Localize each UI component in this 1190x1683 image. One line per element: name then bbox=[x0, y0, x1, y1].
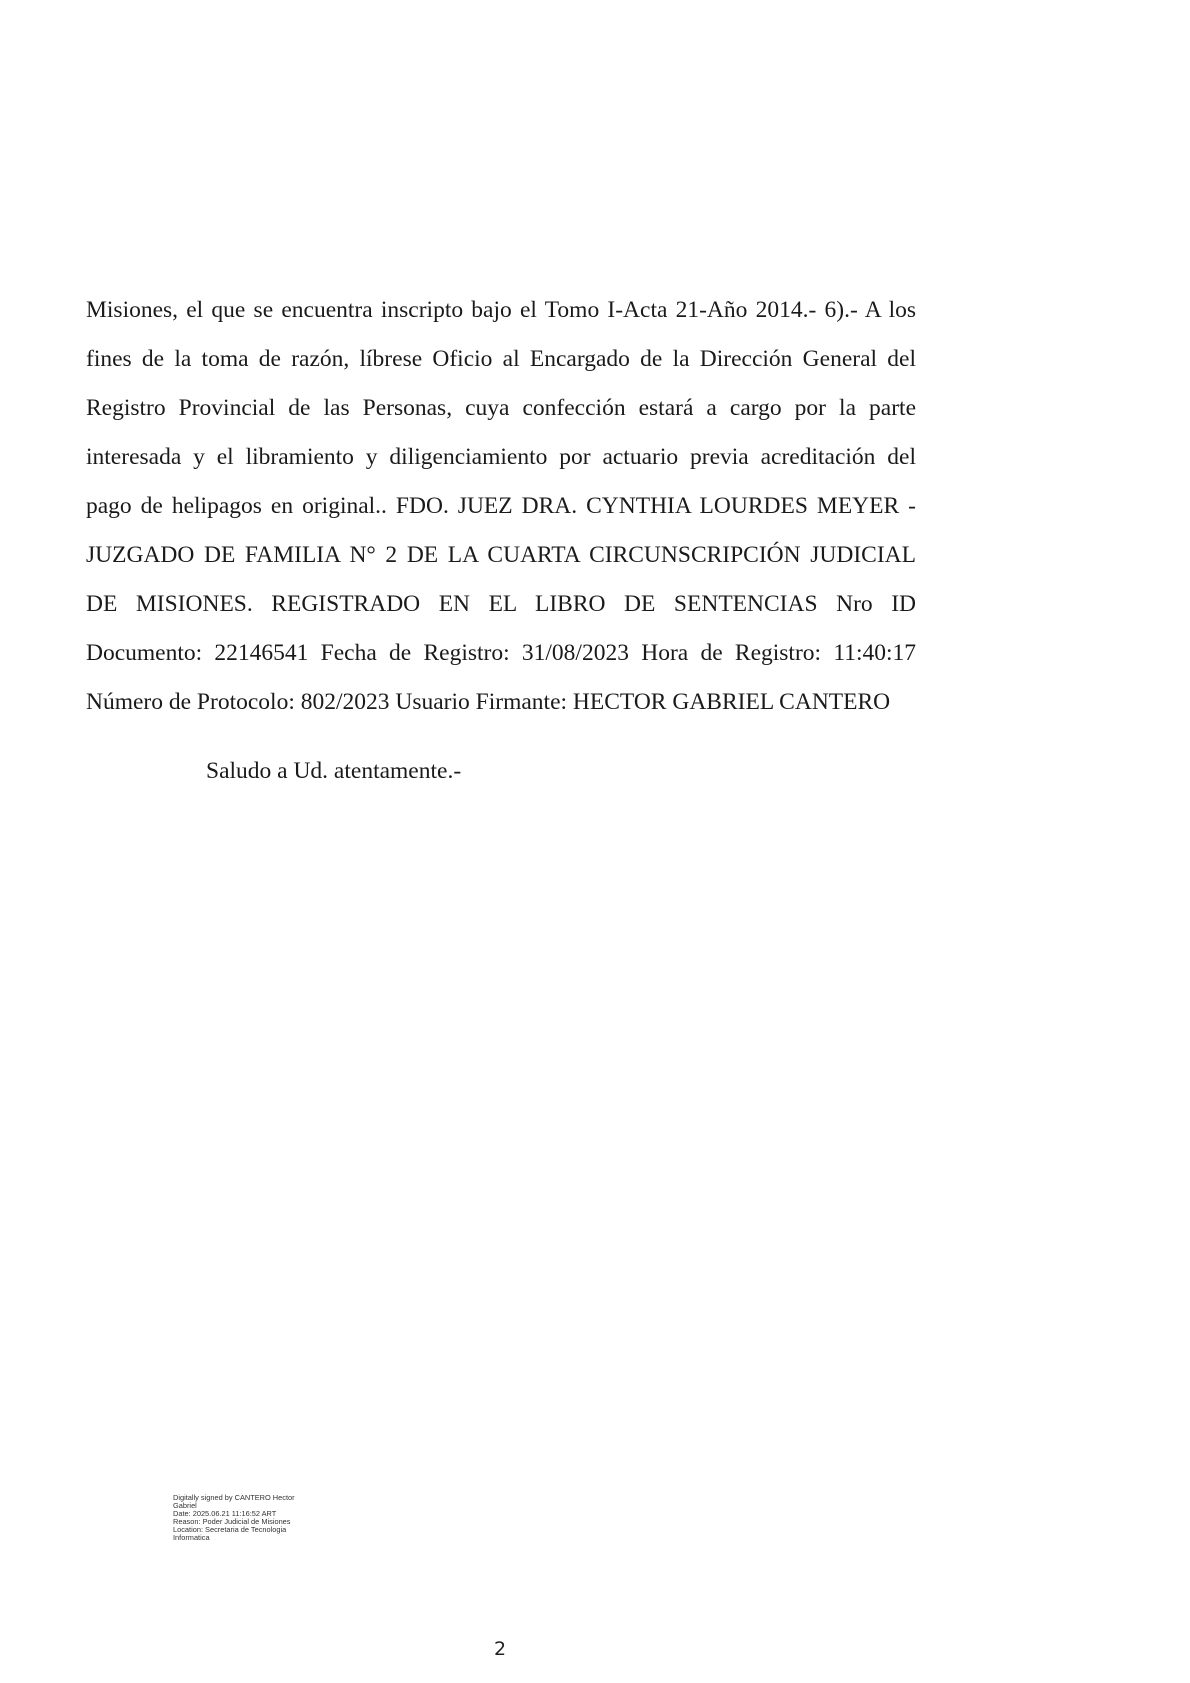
signature-line: Gabriel bbox=[173, 1501, 197, 1510]
page-number: 2 bbox=[493, 1638, 507, 1660]
body-line: Documento: 22146541 Fecha de Registro: 31/08/2023 Hora de Registro: 11:40:17 bbox=[86, 640, 916, 666]
body-line: Registro Provincial de las Personas, cuya confección estará a cargo por la parte bbox=[86, 395, 916, 421]
signature-line: Location: Secretaria de Tecnologia bbox=[173, 1525, 287, 1534]
body-line: Número de Protocolo: 802/2023 Usuario Firmante: HECTOR GABRIEL CANTERO bbox=[86, 689, 891, 715]
signature-line: Reason: Poder Judicial de Misiones bbox=[173, 1517, 291, 1526]
body-line: pago de helipagos en original.. FDO. JUEZ DRA. CYNTHIA LOURDES MEYER - bbox=[86, 493, 916, 519]
body-line: Misiones, el que se encuentra inscripto bajo el Tomo I-Acta 21-Año 2014.- 6).- A los bbox=[86, 297, 916, 323]
body-line: JUZGADO DE FAMILIA N° 2 DE LA CUARTA CIRCUNSCRIPCIÓN JUDICIAL bbox=[86, 542, 916, 568]
body-line: DE MISIONES. REGISTRADO EN EL LIBRO DE SENTENCIAS Nro ID bbox=[86, 591, 916, 617]
signature-line: Date: 2025.06.21 11:16:52 ART bbox=[173, 1509, 277, 1518]
body-line: fines de la toma de razón, líbrese Oficio al Encargado de la Dirección General del bbox=[86, 346, 916, 372]
signature-line: Informatica bbox=[173, 1533, 210, 1542]
digital-signature-block bbox=[173, 1494, 333, 1542]
closing-salutation: Saludo a Ud. atentamente.- bbox=[206, 758, 462, 784]
body-paragraph bbox=[86, 286, 916, 727]
signature-line: Digitally signed by CANTERO Hector bbox=[173, 1493, 295, 1502]
body-line: interesada y el libramiento y diligenciamiento por actuario previa acreditación del bbox=[86, 444, 916, 470]
